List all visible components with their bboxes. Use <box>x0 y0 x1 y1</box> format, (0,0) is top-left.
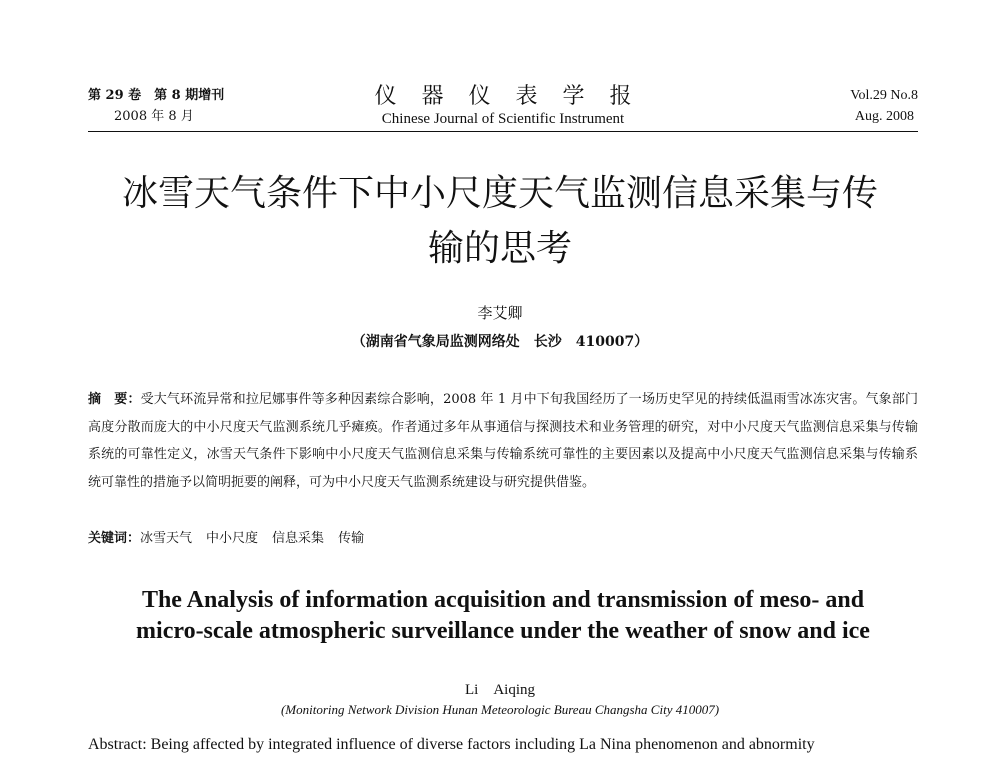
abstract-zh <box>88 386 918 496</box>
keyword: 冰雪天气 <box>140 531 193 546</box>
journal-header <box>88 85 918 132</box>
paper-title-en <box>88 585 918 647</box>
title-zh-line-1: 冰雪天气条件下中小尺度天气监测信息采集与传 <box>121 173 878 214</box>
keyword: 信息采集 <box>272 531 325 546</box>
keyword: 传输 <box>338 531 365 546</box>
journal-name-zh: 仪器仪表学报 <box>374 84 657 109</box>
keyword: 中小尺度 <box>206 531 259 546</box>
abstract-en-label: Abstract: <box>88 736 147 753</box>
abstract-zh-label: 摘 要： <box>88 392 141 407</box>
date-zh: 2008 年 8 月 <box>114 109 194 124</box>
title-en-line-1: The Analysis of information acquisition and transmission of meso- and <box>141 587 865 613</box>
volume-issue-en: Vol.29 No.8 <box>850 88 918 103</box>
title-zh-line-2: 输的思考 <box>427 228 572 269</box>
date-en: Aug. 2008 <box>854 109 914 124</box>
keywords-zh <box>88 528 918 550</box>
author-en: Li Aiqing <box>465 682 535 698</box>
abstract-en-text: Being affected by integrated influence of diverse factors including La Nina phenomenon and abnormity <box>150 736 815 753</box>
keywords-zh-label: 关键词： <box>88 531 141 546</box>
affiliation-zh: （湖南省气象局监测网络处 长沙 410007） <box>351 334 649 350</box>
author-zh: 李艾卿 <box>477 304 523 322</box>
journal-name-en: Chinese Journal of Scientific Instrument <box>381 111 625 127</box>
abstract-zh-text: 受大气环流异常和拉尼娜事件等多种因素综合影响，2008 年 1 月中下旬我国经历了一场历史罕见的持续低温雨雪冰冻灾害。气象部门高度分散而庞大的中小尺度天气监测系统几乎瘫痪。作者通过多年从事通信与探测技术和业务管理的研究，对中小尺度天气监测信息采集与传输系统的可靠性定义，冰雪天气条件下影响中小尺度天气监测信息采集与传输系统可靠性的主要因素以及提高中小尺度天气监测信息采集与传输系统可靠性的措施予以简明扼要的阐释，可为中小尺度天气监测系统建设与研究提供借鉴。 <box>88 392 918 490</box>
abstract-en <box>88 734 918 756</box>
paper-title-zh <box>80 166 920 276</box>
title-en-line-2: micro-scale atmospheric surveillance under the weather of snow and ice <box>136 618 870 644</box>
header-center <box>88 85 918 129</box>
volume-issue-zh: 第 29 卷 第 8 期增刊 <box>88 88 225 103</box>
header-right <box>850 85 918 127</box>
affiliation-en: (Monitoring Network Division Hunan Meteorologic Bureau Changsha City 410007) <box>280 702 720 717</box>
